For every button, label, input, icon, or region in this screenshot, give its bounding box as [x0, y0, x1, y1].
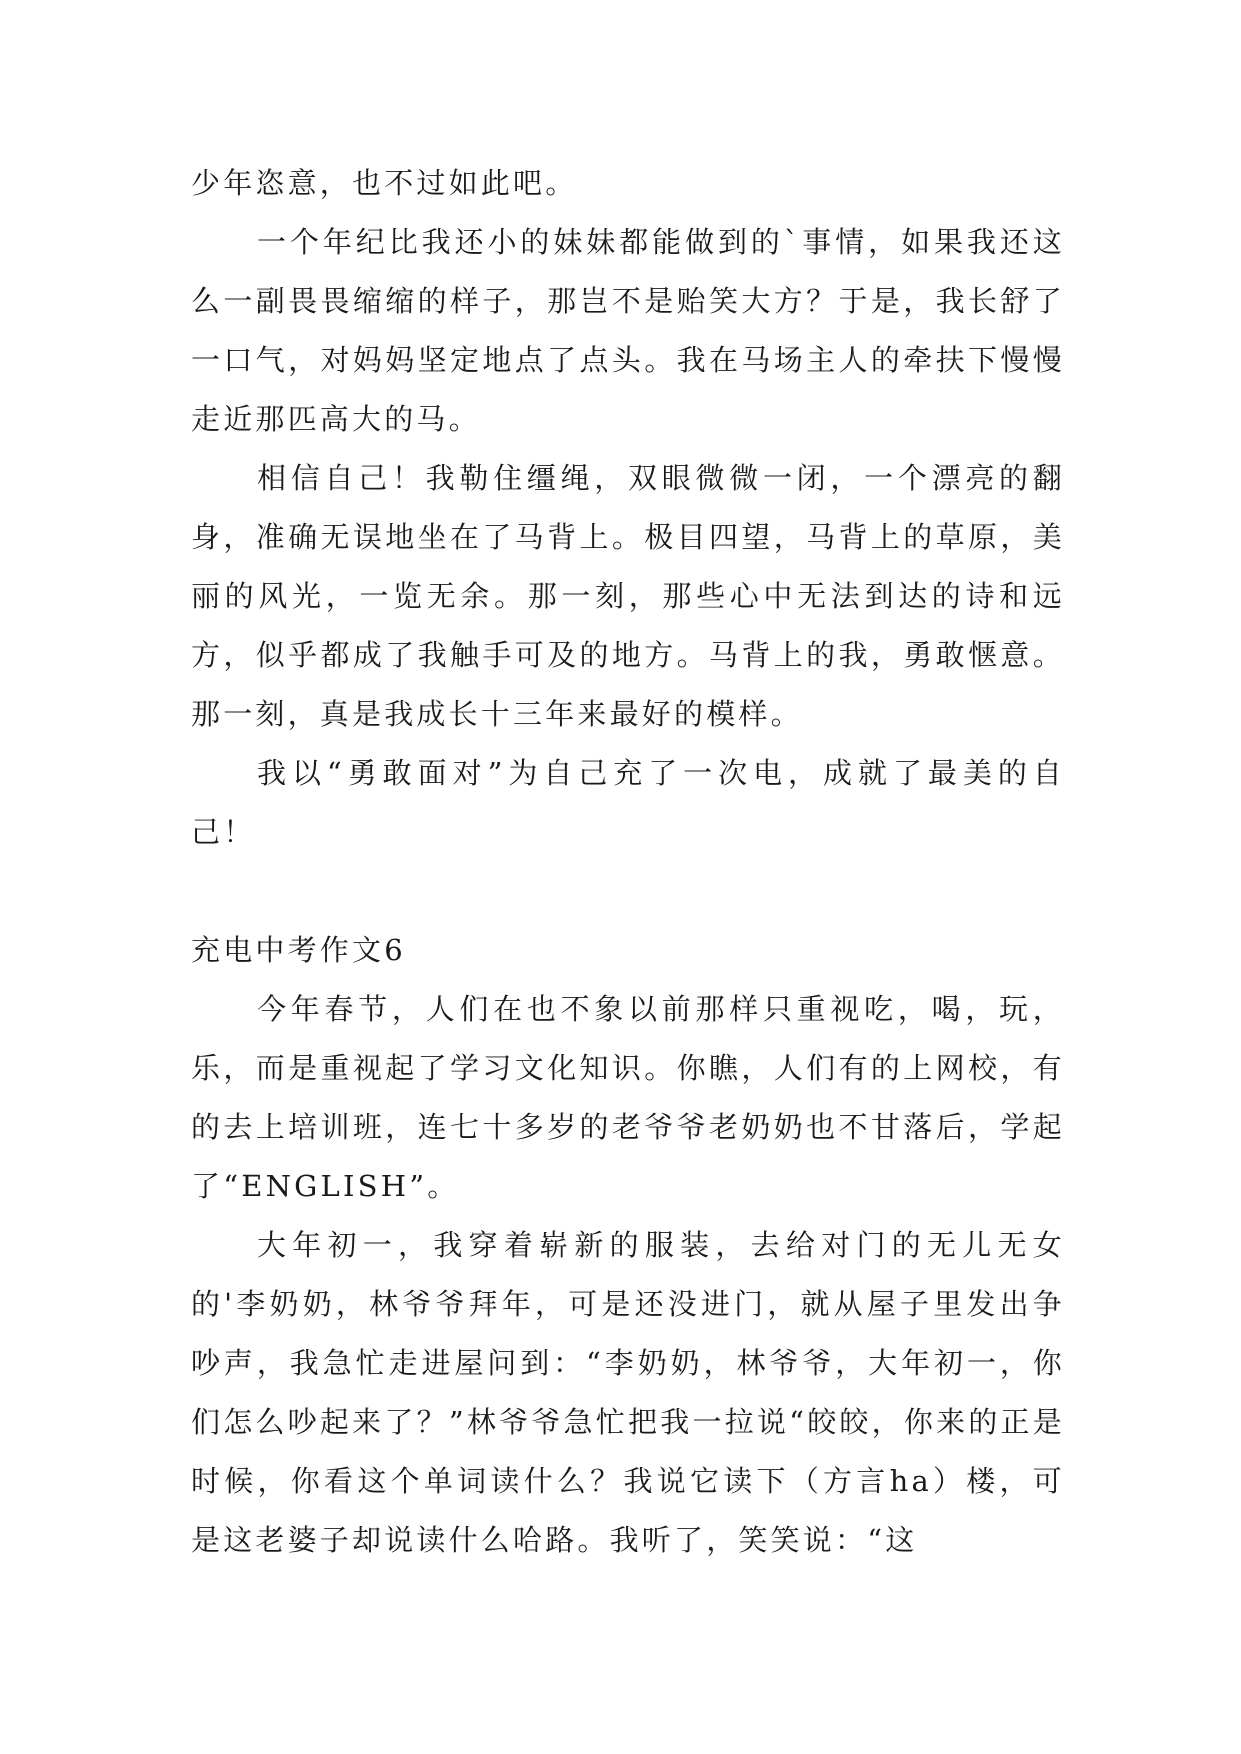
paragraph: 我以“勇敢面对”为自己充了一次电，成就了最美的自己！	[191, 756, 1065, 849]
paragraph: 一个年纪比我还小的妹妹都能做到的`事情，如果我还这么一副畏畏缩缩的样子，那岂不是贻笑大方？于是，我长舒了一口气，对妈妈坚定地点了点头。我在马场主人的牵扶下慢慢走近那匹高大的马。	[191, 225, 1065, 436]
section-spacer	[191, 862, 1065, 921]
paragraph-continuation: 少年恣意，也不过如此吧。	[191, 166, 578, 200]
document-page	[191, 154, 1065, 1570]
paragraph: 今年春节，人们在也不象以前那样只重视吃，喝，玩，乐，而是重视起了学习文化知识。你瞧，人们有的上网校，有的去上培训班，连七十多岁的老爷爷老奶奶也不甘落后，学起了“ENGLISH”。	[191, 992, 1065, 1203]
paragraph: 大年初一，我穿着崭新的服装，去给对门的无儿无女的'李奶奶，林爷爷拜年，可是还没进门，就从屋子里发出争吵声，我急忙走进屋问到：“李奶奶，林爷爷，大年初一，你们怎么吵起来了？”林爷爷急忙把我一拉说“皎皎，你来的正是时候，你看这个单词读什么？我说它读下（方言ha）楼，可是这老婆子却说读什么哈路。我听了，笑笑说：“这	[191, 1228, 1065, 1557]
paragraph: 相信自己！我勒住缰绳，双眼微微一闭，一个漂亮的翻身，准确无误地坐在了马背上。极目四望，马背上的草原，美丽的风光，一览无余。那一刻，那些心中无法到达的诗和远方，似乎都成了我触手可及的地方。马背上的我，勇敢惬意。那一刻，真是我成长十三年来最好的模样。	[191, 461, 1065, 731]
essay-title: 充电中考作文6	[191, 933, 406, 967]
